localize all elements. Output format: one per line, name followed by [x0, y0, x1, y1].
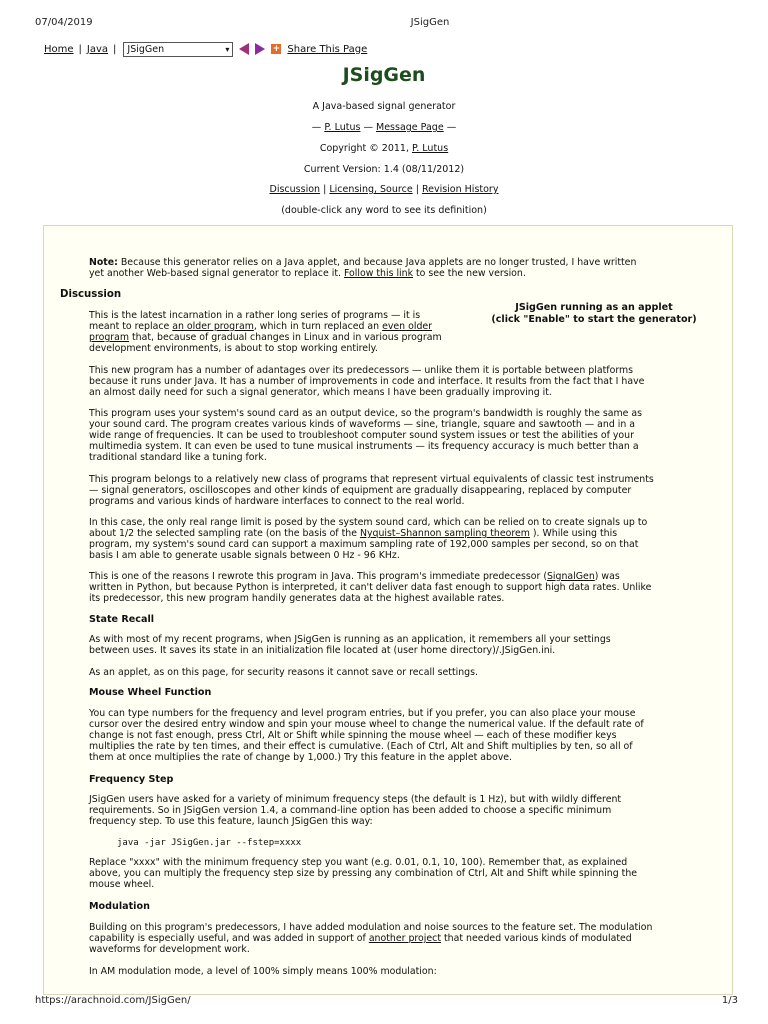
doc-links: [0, 184, 768, 195]
home-link[interactable]: Home: [44, 43, 74, 55]
paragraph-line: This new program has a number of adantages over its predecessors — unlike them it is portable between platforms: [89, 365, 634, 376]
print-title: JSigGen: [410, 17, 450, 28]
author-link[interactable]: P. Lutus: [324, 122, 361, 133]
paragraph-line: [89, 933, 632, 944]
paragraph-line: [89, 571, 620, 582]
revision-history-link[interactable]: Revision History: [421, 184, 499, 195]
previous-page-icon[interactable]: [239, 43, 249, 55]
next-page-icon[interactable]: [255, 43, 265, 55]
text: that needed various kinds of modulated: [441, 933, 632, 944]
dash: —: [446, 122, 457, 133]
copyright-line: [0, 143, 768, 154]
applet-caption: [484, 302, 704, 326]
paragraph-line: Replace "xxxx" with the minimum frequency step you want (e.g. 0.01, 0.1, 10, 100). Remember that, as explained: [89, 857, 628, 868]
text: meant to replace: [89, 321, 173, 332]
paragraph-line: This program uses your system's sound card as an output device, so the program's bandwidth is roughly the same as: [89, 408, 643, 419]
discussion-heading: Discussion: [60, 289, 122, 300]
paragraph-line: its predecessor, this new program handily generates data at the highest available rates.: [89, 593, 505, 604]
paragraph-line: traditional standard like a tuning fork.: [89, 452, 267, 463]
paragraph-line: As an applet, as on this page, for security reasons it cannot save or recall settings.: [89, 667, 478, 678]
state-recall-heading: State Recall: [89, 614, 155, 625]
nav-bar: [44, 41, 367, 57]
copyright-author-link[interactable]: P. Lutus: [412, 143, 449, 154]
message-page-link[interactable]: Message Page: [376, 122, 444, 133]
definition-hint: (double-click any word to see its definition): [281, 205, 487, 216]
paragraph-line: between uses. It saves its state in an initialization file located at (user home directory)/.JSigGen.ini.: [89, 645, 556, 656]
dash: —: [363, 122, 373, 133]
page-title: JSigGen: [342, 64, 426, 86]
note-line-2: [89, 268, 526, 279]
text: ). While using this: [529, 528, 618, 539]
paragraph-line: development environments, is about to stop working entirely.: [89, 343, 378, 354]
signalgen-link[interactable]: SignalGen: [546, 571, 595, 582]
page-select-value: JSigGen: [127, 43, 165, 55]
paragraph-line: This program belongs to a relatively new class of programs that represent virtual equivalents of classic test instruments: [89, 474, 654, 485]
text: This is one of the reasons I rewrote this program in Java. This program's immediate predecessor (: [89, 571, 547, 582]
applet-caption-line-2: (click "Enable" to start the generator): [491, 314, 697, 325]
paragraph-line: Building on this program's predecessors, I have added modulation and noise sources to the feature set. The modulation: [89, 922, 653, 933]
text: about 1/2 the selected sampling rate (on the basis of the: [89, 528, 360, 539]
note-line-1: [89, 257, 636, 268]
discussion-link[interactable]: Discussion: [269, 184, 321, 195]
follow-link[interactable]: Follow this link: [343, 268, 414, 279]
paragraph-line: above, you can multiply the frequency step size by pressing any combination of Ctrl, Alt and Shift while spinning the: [89, 868, 638, 879]
note-label: Note:: [89, 257, 118, 268]
paragraph-line: wide range of frequencies. It can be used to troubleshoot computer sound system issues or test the abilities of your: [89, 430, 634, 441]
paragraph-line: You can type numbers for the frequency and level program entries, but if you prefer, you can also place your mouse: [89, 708, 636, 719]
paragraph-line: an almost daily need for such a signal generator, which means I have been gradually improving it.: [89, 387, 552, 398]
paragraph-line: requirements. So in JSigGen version 1.4, a command-line option has been added to choose a specific minimum: [89, 805, 612, 816]
command-code: java -jar JSigGen.jar --fstep=xxxx: [117, 838, 302, 848]
text: that, because of gradual changes in Linux and in various program: [129, 332, 442, 343]
paragraph-line: — signal generators, oscilloscopes and other kinds of equipment are gradually disappearing, replaced by computer: [89, 485, 632, 496]
dash: —: [311, 122, 322, 133]
mouse-wheel-heading: Mouse Wheel Function: [89, 687, 212, 698]
paragraph-line: programs and various kinds of hardware interfaces to connect to the real world.: [89, 496, 465, 507]
paragraph-line: change is not fast enough, press Ctrl, Alt or Shift while spinning the mouse wheel — each of these modifier keys: [89, 730, 617, 741]
copyright-text: Copyright © 2011,: [319, 143, 409, 154]
even-older-program-link[interactable]: even older: [382, 321, 433, 332]
print-page-number: 1/3: [721, 995, 738, 1006]
paragraph-line: cursor over the desired entry window and spin your mouse wheel to change the numerical value. If the default rate of: [89, 719, 644, 730]
author-line: [0, 122, 768, 133]
paragraph-line: because it runs under Java. It has a number of improvements in code and interface. It results from the fact that I have: [89, 376, 645, 387]
text: capability is especially useful, and was added in support of: [89, 933, 369, 944]
java-link[interactable]: Java: [86, 43, 109, 55]
text: , which in turn replaced an: [253, 321, 383, 332]
licensing-link[interactable]: Licensing, Source: [329, 184, 413, 195]
nyquist-link[interactable]: Nyquist–Shannon sampling theorem: [359, 528, 530, 539]
page-subtitle: A Java-based signal generator: [312, 101, 456, 112]
share-plus-icon[interactable]: +: [272, 44, 281, 54]
applet-caption-line-1: JSigGen running as an applet: [515, 302, 673, 313]
paragraph-line: As with most of my recent programs, when JSigGen is running as an application, it remembers all your settings: [89, 634, 611, 645]
paragraph-line: written in Python, but because Python is interpreted, it can't deliver data fast enough to support high data rates. Unlike: [89, 582, 652, 593]
older-program-link[interactable]: an older program: [172, 321, 254, 332]
link-separator: |: [415, 184, 419, 195]
paragraph-line: In AM modulation mode, a level of 100% simply means 100% modulation:: [89, 966, 437, 977]
paragraph-line: This is the latest incarnation in a rather long series of programs — it is: [89, 310, 421, 321]
note-text: Because this generator relies on a Java applet, and because Java applets are no longer trusted, I have written: [117, 257, 637, 268]
paragraph-line: mouse wheel.: [89, 879, 155, 890]
paragraph-line: basis I am able to generate usable signals between 0 Hz - 96 KHz.: [89, 550, 400, 561]
nav-separator: |: [78, 43, 82, 55]
modulation-heading: Modulation: [89, 901, 150, 912]
print-date: 07/04/2019: [35, 17, 93, 28]
paragraph-line: JSigGen users have asked for a variety of minimum frequency steps (the default is 1 Hz), but with wildly different: [89, 794, 622, 805]
paragraph-line: frequency step. To use this feature, launch JSigGen this way:: [89, 816, 373, 827]
paragraph-line: them at once multiplies the rate of change by 1,000.) Try this feature in the applet above.: [89, 752, 512, 763]
version-line: Current Version: 1.4 (08/11/2012): [303, 164, 465, 175]
paragraph-line: waveforms for development work.: [89, 944, 250, 955]
paragraph-line: program, my system's sound card can support a maximum sampling rate of 192,000 samples per second, so on that: [89, 539, 639, 550]
link-separator: |: [323, 184, 327, 195]
paragraph-line: In this case, the only real range limit is posed by the system sound card, which can be relied on to create signals up to: [89, 517, 648, 528]
chevron-down-icon: ▾: [225, 44, 230, 54]
even-older-program-link-cont[interactable]: program: [89, 332, 130, 343]
print-url: https://arachnoid.com/JSigGen/: [35, 995, 191, 1006]
another-project-link[interactable]: another project: [368, 933, 441, 944]
paragraph-line: [89, 528, 617, 539]
paragraph-line: multimedia system. It can even be used to tune musical instruments — its frequency accuracy is much better than a: [89, 441, 639, 452]
share-link[interactable]: Share This Page: [287, 43, 368, 55]
nav-separator: |: [113, 43, 117, 55]
paragraph-line: [89, 332, 442, 343]
note-text: to see the new version.: [413, 268, 526, 279]
note-text: yet another Web-based signal generator to replace it.: [89, 268, 341, 279]
page-select[interactable]: [123, 42, 233, 57]
frequency-step-heading: Frequency Step: [89, 774, 174, 785]
paragraph-line: multiplies the rate by ten times, and their effect is cumulative. (Each of Ctrl, Alt and Shift multiplies by ten, so all of: [89, 741, 633, 752]
paragraph-line: your sound card. The program creates various kinds of waveforms — sine, triangle, square and sawtooth — and in a: [89, 419, 636, 430]
text: ) was: [594, 571, 620, 582]
paragraph-line: [89, 321, 432, 332]
